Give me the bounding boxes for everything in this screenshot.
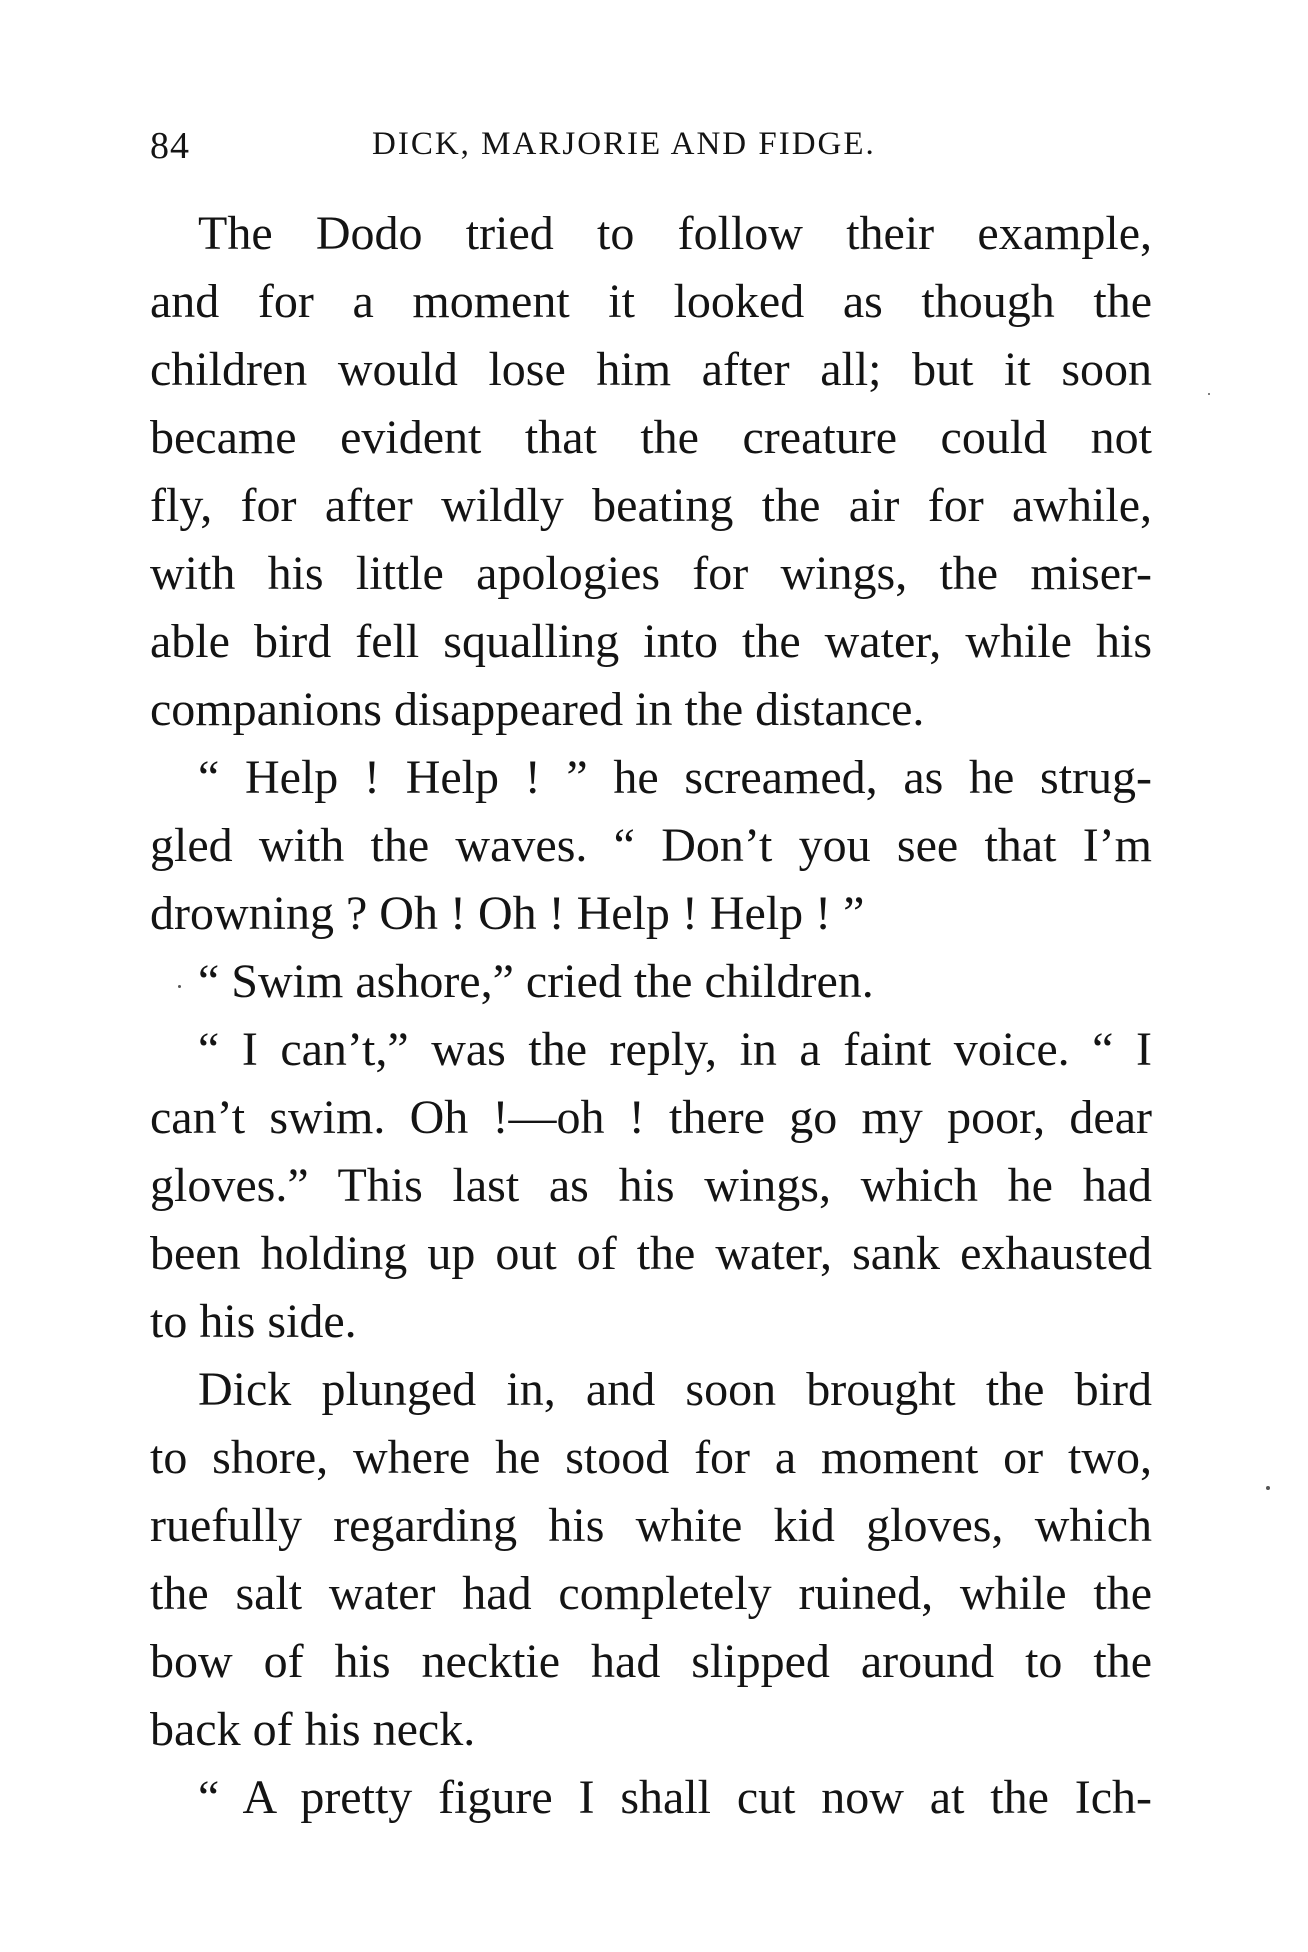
- text-line: “ I can’t,” was the reply, in a faint voice. “ I: [198, 1023, 1152, 1076]
- text-line: “ Help ! Help ! ” he screamed, as he strug-: [198, 751, 1152, 804]
- page-number: 84: [150, 125, 190, 167]
- page-header: [150, 124, 1150, 174]
- text-line: companions disappeared in the distance.: [150, 683, 925, 736]
- text-line: to his side.: [150, 1295, 357, 1348]
- text-line: “ Swim ashore,” cried the children.: [198, 955, 874, 1008]
- text-line: The Dodo tried to follow their example,: [198, 207, 1152, 260]
- paper-speck: [178, 985, 181, 988]
- paper-speck: [1208, 393, 1210, 395]
- text-line: “ A pretty figure I shall cut now at the Ich-: [198, 1771, 1152, 1824]
- text-line: back of his neck.: [150, 1703, 476, 1756]
- text-line: gloves.” This last as his wings, which he had: [150, 1159, 1152, 1212]
- text-line: and for a moment it looked as though the: [150, 275, 1152, 328]
- text-line: children would lose him after all; but it soon: [150, 343, 1152, 396]
- text-line: to shore, where he stood for a moment or two,: [150, 1431, 1152, 1484]
- text-line: the salt water had completely ruined, while the: [150, 1567, 1152, 1620]
- body-text: [150, 200, 1152, 1832]
- text-line: became evident that the creature could not: [150, 411, 1152, 464]
- running-title: DICK, MARJORIE AND FIDGE.: [372, 126, 876, 162]
- text-line: been holding up out of the water, sank exhausted: [150, 1227, 1152, 1280]
- text-line: drowning ? Oh ! Oh ! Help ! Help ! ”: [150, 887, 865, 940]
- text-line: gled with the waves. “ Don’t you see that I’m: [150, 819, 1152, 872]
- text-line: Dick plunged in, and soon brought the bird: [198, 1363, 1152, 1416]
- text-line: with his little apologies for wings, the miser-: [150, 547, 1152, 600]
- text-line: ruefully regarding his white kid gloves, which: [150, 1499, 1152, 1552]
- text-line: bow of his necktie had slipped around to the: [150, 1635, 1152, 1688]
- text-line: able bird fell squalling into the water, while his: [150, 615, 1152, 668]
- text-line: can’t swim. Oh !—oh ! there go my poor, dear: [150, 1091, 1152, 1144]
- text-line: fly, for after wildly beating the air for awhile,: [150, 479, 1152, 532]
- paper-speck: [1266, 1486, 1270, 1490]
